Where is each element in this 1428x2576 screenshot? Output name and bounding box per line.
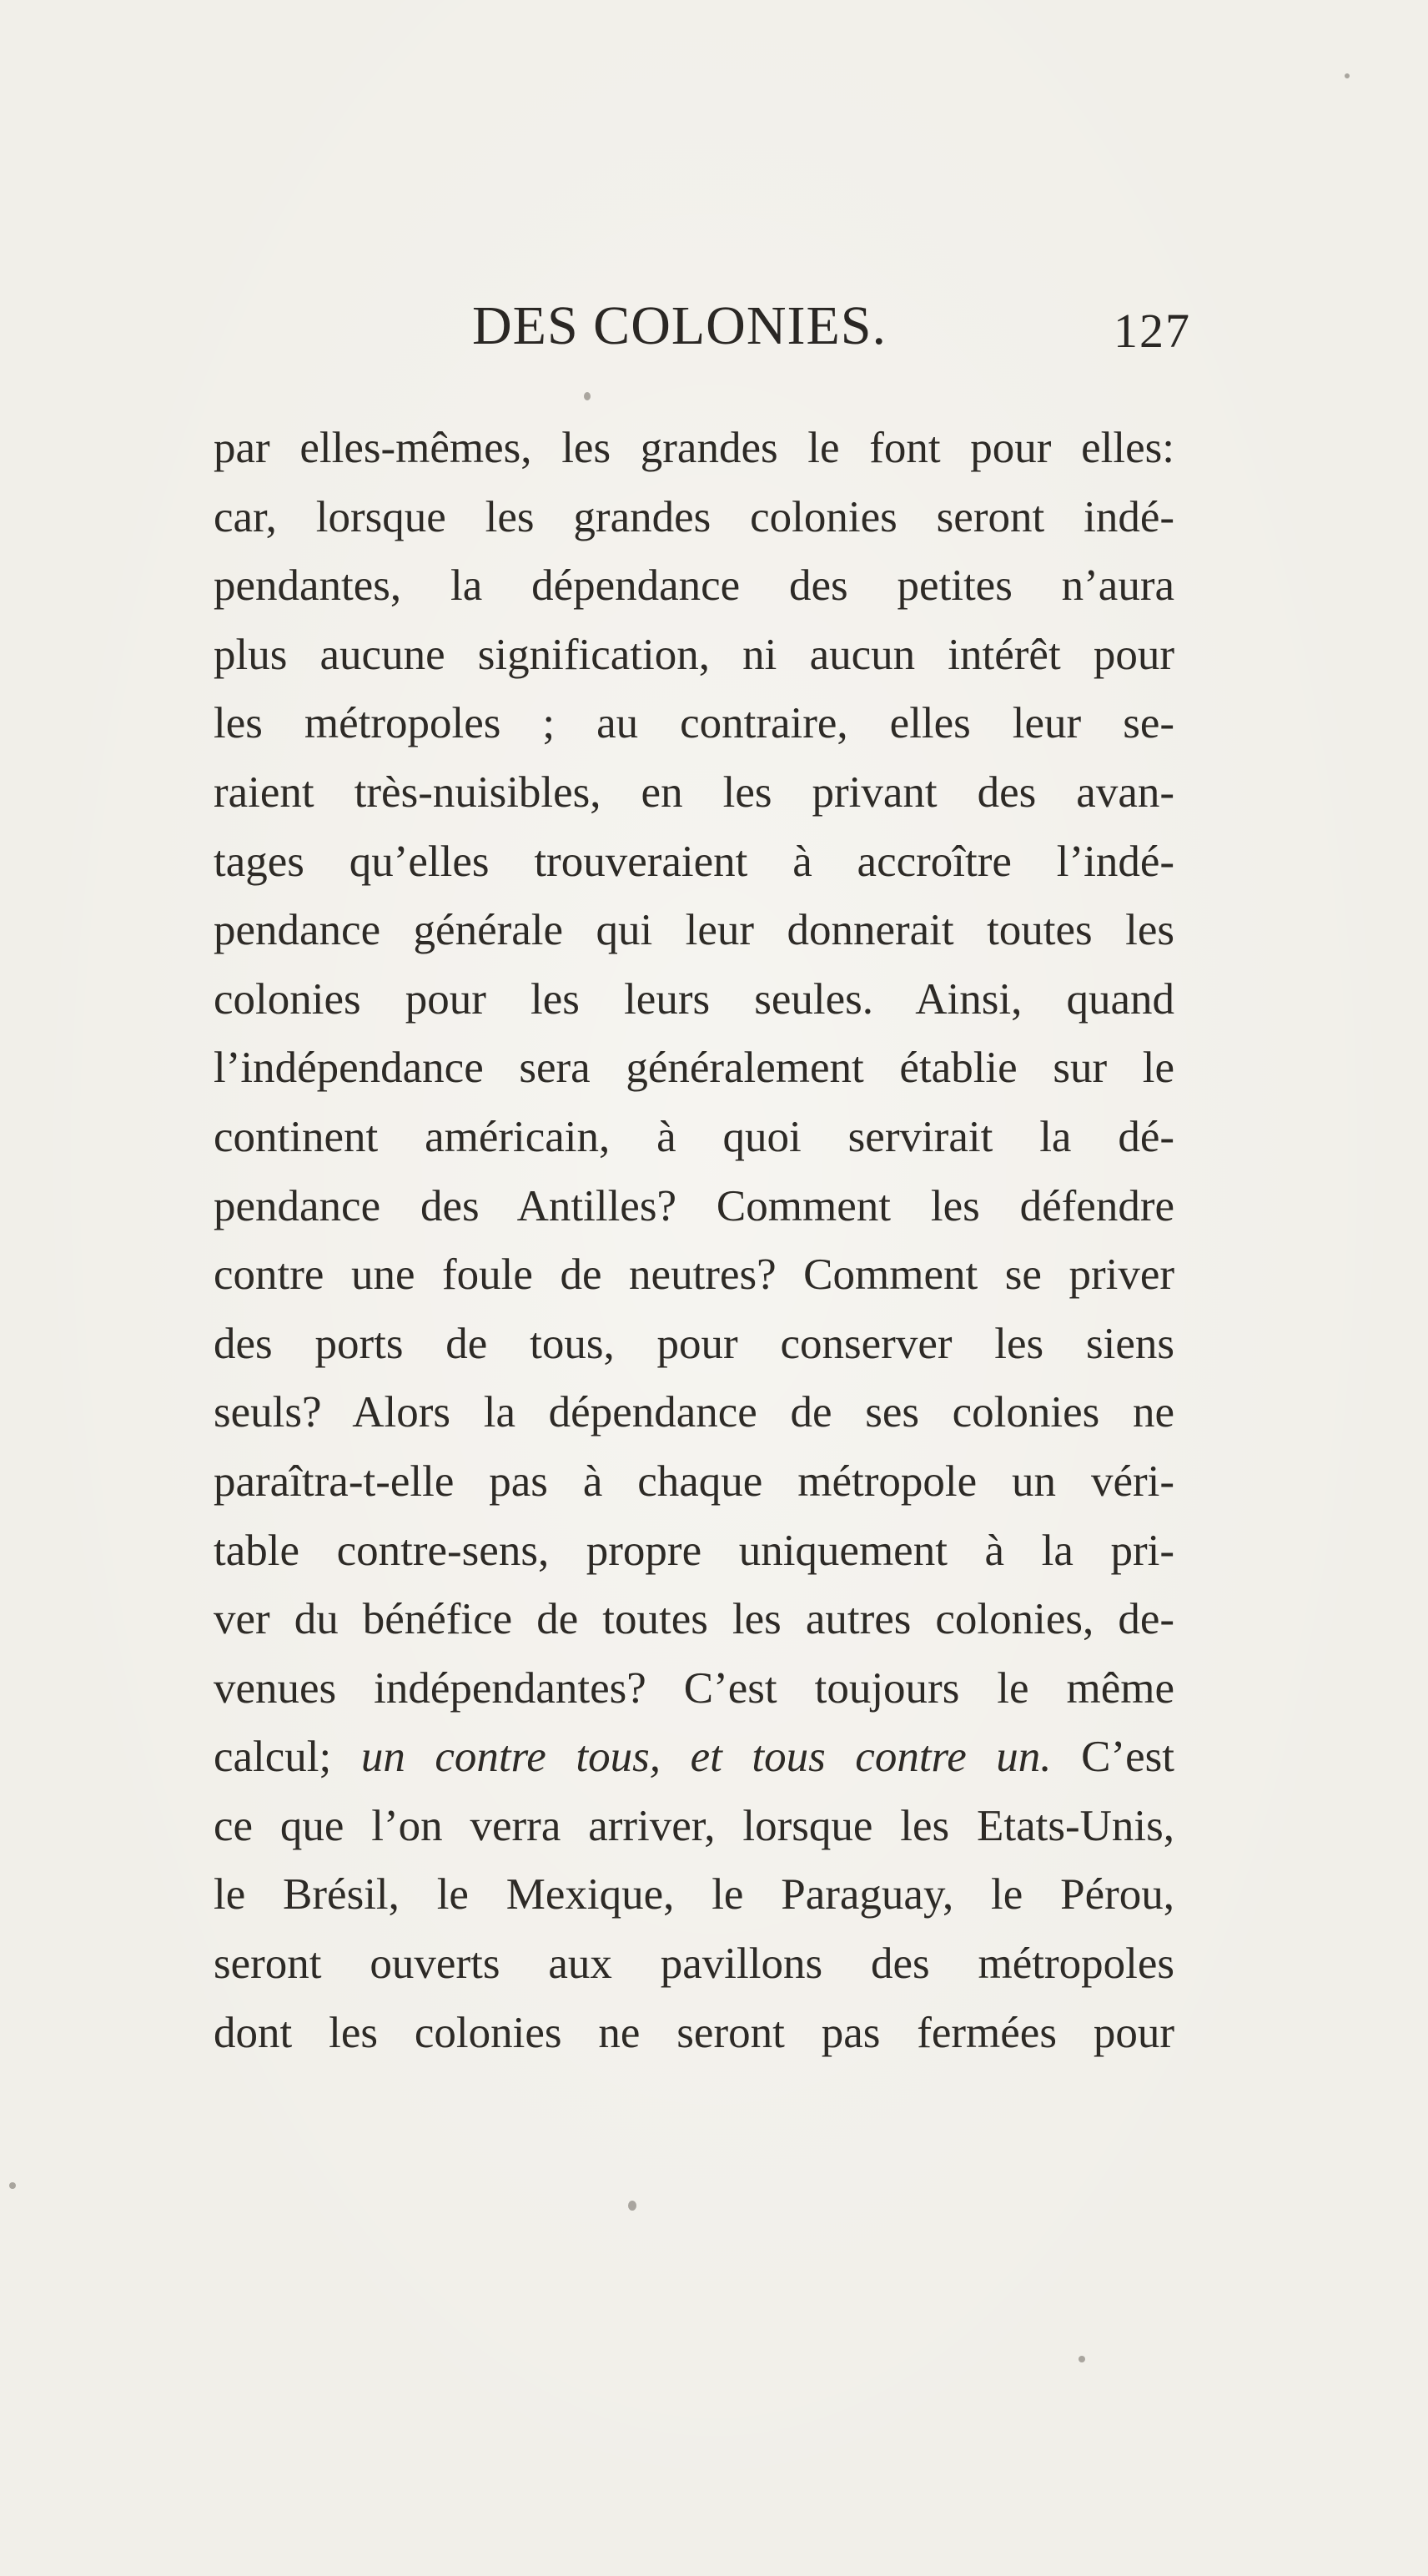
text-line: par elles-mêmes, les grandes le font pour elles: (214, 424, 1174, 472)
text-line: continent américain, à quoi servirait la dé- (214, 1112, 1174, 1161)
text-line: pendance générale qui leur donnerait toutes les (214, 906, 1174, 955)
text-line: dont les colonies ne seront pas fermées pour (214, 2008, 1174, 2057)
italic-phrase: un contre tous, et tous contre un. (360, 1733, 1052, 1782)
text-line: car, lorsque les grandes colonies seront indé- (214, 492, 1174, 541)
text-line: contre une foule de neutres? Comment se priver (214, 1250, 1174, 1300)
text-line: raient très-nuisibles, en les privant des avan- (214, 767, 1174, 817)
text-line: pendance des Antilles? Comment les défendre (214, 1181, 1174, 1230)
running-head (0, 289, 1428, 364)
paper-speck (1079, 2356, 1085, 2362)
text-line: venues indépendantes? C’est toujours le même (214, 1663, 1174, 1713)
text-line: les métropoles ; au contraire, elles leur se- (214, 699, 1174, 748)
text-segment: calcul; (214, 1733, 361, 1782)
text-line: seuls? Alors la dépendance de ses colonies ne (214, 1388, 1174, 1437)
body-text (214, 414, 1174, 2067)
paper-speck (1345, 73, 1350, 78)
page-number: 127 (1114, 304, 1191, 358)
text-line: colonies pour les leurs seules. Ainsi, quand (214, 974, 1174, 1024)
paper-speck (9, 2182, 16, 2189)
text-line-italic-phrase (214, 1723, 1174, 1792)
paper-speck (584, 392, 591, 400)
text-line: ce que l’on verra arriver, lorsque les Etats-Unis, (214, 1801, 1174, 1850)
text-line: plus aucune signification, ni aucun intérêt pour (214, 630, 1174, 679)
text-line: des ports de tous, pour conserver les siens (214, 1319, 1174, 1368)
paper-speck (628, 2201, 636, 2211)
text-line: tages qu’elles trouveraient à accroître l’indé- (214, 837, 1174, 886)
text-line: l’indépendance sera généralement établie sur le (214, 1044, 1174, 1093)
text-line: table contre-sens, propre uniquement à la pri- (214, 1526, 1174, 1575)
text-line: ver du bénéfice de toutes les autres colonies, de- (214, 1595, 1174, 1644)
text-segment: C’est (1051, 1733, 1175, 1782)
text-line: paraîtra-t-elle pas à chaque métropole un véri- (214, 1457, 1174, 1506)
text-line: le Brésil, le Mexique, le Paraguay, le Pérou, (214, 1870, 1174, 1919)
running-title: DES COLONIES. (472, 295, 887, 356)
text-line: pendantes, la dépendance des petites n’aura (214, 561, 1174, 611)
text-line: seront ouverts aux pavillons des métropoles (214, 1940, 1174, 1989)
